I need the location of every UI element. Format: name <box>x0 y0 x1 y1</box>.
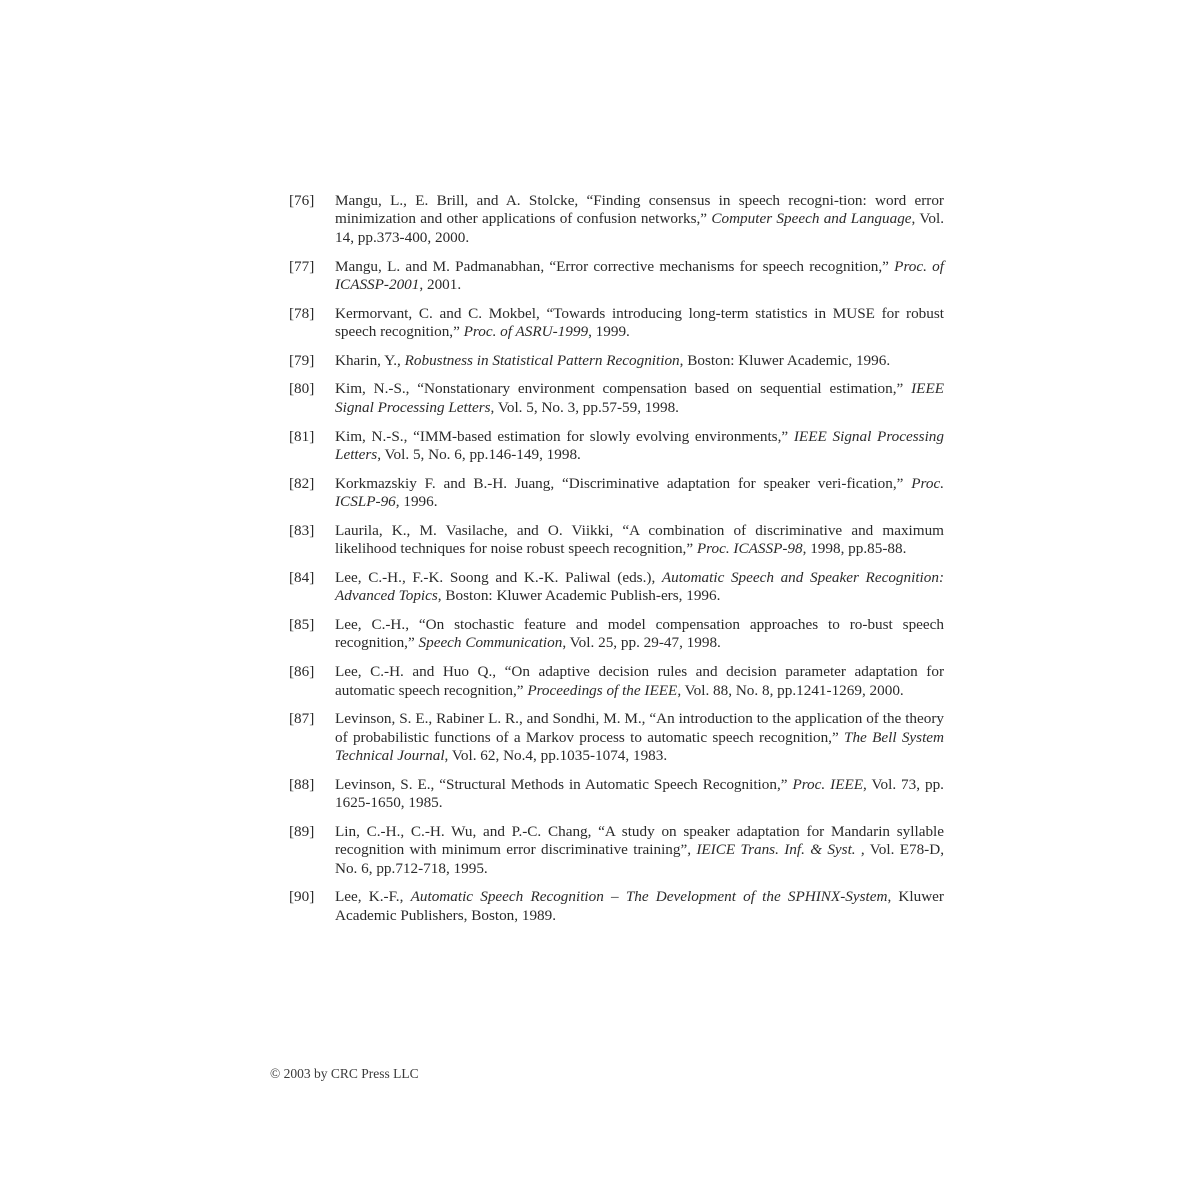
reference-text-segment: , 2001. <box>419 275 462 293</box>
reference-text-segment: Kim, N.-S., “IMM-based estimation for slowly evolving environments,” <box>335 427 794 445</box>
reference-source-title: Computer Speech and Language <box>711 210 912 228</box>
reference-item <box>289 475 944 512</box>
reference-text-segment: Kermorvant, C. and C. Mokbel, “Towards introducing long-term statistics in MUSE for robust speech recognition,” <box>335 304 944 341</box>
reference-number: [79] <box>289 351 315 369</box>
reference-text-segment: , Vol. 5, No. 6, pp.146-149, 1998. <box>377 445 581 463</box>
reference-item <box>289 888 944 925</box>
reference-text <box>335 616 944 653</box>
reference-text-segment: Lee, C.-H., F.-K. Soong and K.-K. Paliwal (eds.), <box>335 568 662 586</box>
reference-item <box>289 192 944 247</box>
reference-source-title: Proc. ICASSP-98 <box>696 540 803 558</box>
reference-text-segment: , Kluwer Academic Publishers, Boston, 1989. <box>335 888 944 924</box>
reference-number: [81] <box>289 427 315 445</box>
reference-source-title: IEICE Trans. Inf. & Syst. <box>696 841 856 859</box>
reference-text-segment: Mangu, L. and M. Padmanabhan, “Error corrective mechanisms for speech recognition,” <box>335 257 895 275</box>
reference-item <box>289 380 944 417</box>
reference-text-segment: , 1998, pp.85-88. <box>802 540 907 558</box>
reference-text-segment: Lee, K.-F., <box>335 888 411 906</box>
reference-text <box>335 522 944 559</box>
reference-text <box>335 710 944 765</box>
reference-source-title: Proceedings of the IEEE <box>527 681 678 699</box>
reference-item <box>289 352 944 370</box>
reference-number: [77] <box>289 257 315 275</box>
reference-text <box>335 258 944 295</box>
reference-item <box>289 616 944 653</box>
reference-text-segment: Lee, C.-H. and Huo Q., “On adaptive decision rules and decision parameter adaptation for automatic speech recognition,” <box>335 663 944 699</box>
reference-text <box>335 823 944 878</box>
reference-number: [76] <box>289 192 315 209</box>
reference-number: [80] <box>289 380 315 398</box>
reference-text <box>335 428 944 465</box>
reference-text-segment: , Boston: Kluwer Academic, 1996. <box>679 351 891 369</box>
reference-source-title: Robustness in Statistical Pattern Recognition <box>404 351 680 369</box>
reference-text-segment: Laurila, K., M. Vasilache, and O. Viikki, “A combination of discriminative and maximum likelihood techniques for noise robust speech recognition,” <box>335 521 944 558</box>
reference-text-segment: , 1999. <box>588 323 630 341</box>
copyright-notice: © 2003 by CRC Press LLC <box>270 1066 419 1081</box>
reference-text <box>335 888 944 925</box>
reference-source-title: Proc. ICSLP-96 <box>335 474 944 511</box>
reference-text-segment: Lee, C.-H., “On stochastic feature and model compensation approaches to ro-bust speech recognition,” <box>335 615 944 652</box>
reference-item <box>289 569 944 606</box>
reference-text-segment: Kharin, Y., <box>335 351 405 369</box>
reference-item <box>289 522 944 559</box>
reference-source-title: Speech Communication <box>418 634 563 652</box>
reference-item <box>289 663 944 700</box>
reference-text <box>335 305 944 342</box>
reference-number: [82] <box>289 474 315 492</box>
reference-text-segment: Lin, C.-H., C.-H. Wu, and P.-C. Chang, “A study on speaker adaptation for Mandarin syllable recognition with minimum error discriminative training”, <box>335 822 944 859</box>
reference-text-segment: , Vol. 25, pp. 29-47, 1998. <box>562 634 721 652</box>
reference-text <box>335 569 944 606</box>
reference-source-title: Automatic Speech and Speaker Recognition: Advanced Topics <box>335 568 945 605</box>
reference-source-title: IEEE Signal Processing Letters <box>335 380 944 416</box>
reference-text-segment: , Vol. 73, pp. 1625-1650, 1985. <box>335 775 944 812</box>
reference-text-segment: , Vol. 14, pp.373-400, 2000. <box>335 210 944 246</box>
reference-source-title: Proc. IEEE <box>792 775 864 793</box>
reference-item <box>289 258 944 295</box>
reference-item <box>289 776 944 813</box>
reference-source-title: Proc. of ICASSP-2001 <box>335 257 944 293</box>
reference-source-title: Proc. of ASRU-1999 <box>463 323 589 341</box>
reference-text-segment: Kim, N.-S., “Nonstationary environment compensation based on sequential estimation,” <box>335 380 912 398</box>
reference-list <box>289 192 944 935</box>
reference-number: [83] <box>289 521 315 539</box>
reference-item <box>289 823 944 878</box>
reference-text-segment: , 1996. <box>395 493 438 511</box>
reference-text <box>335 663 944 700</box>
reference-number: [78] <box>289 304 315 322</box>
reference-text <box>335 380 944 417</box>
reference-text-segment: Levinson, S. E., “Structural Methods in Automatic Speech Recognition,” <box>335 775 793 793</box>
reference-number: [88] <box>289 775 315 793</box>
reference-text <box>335 475 944 512</box>
reference-number: [89] <box>289 822 315 840</box>
reference-text-segment: , Vol. 62, No.4, pp.1035-1074, 1983. <box>444 747 668 765</box>
reference-text-segment: Korkmazskiy F. and B.-H. Juang, “Discriminative adaptation for speaker veri-fication,” <box>335 474 912 492</box>
reference-text-segment: , Vol. E78-D, No. 6, pp.712-718, 1995. <box>335 841 944 877</box>
reference-text-segment: Mangu, L., E. Brill, and A. Stolcke, “Finding consensus in speech recogni-tion: word error minimization and other applications of confusion networks,” <box>335 192 944 228</box>
reference-text <box>335 192 944 247</box>
reference-number: [87] <box>289 710 315 728</box>
reference-source-title: Automatic Speech Recognition – The Development of the SPHINX-System <box>410 888 888 906</box>
reference-item <box>289 428 944 465</box>
reference-text-segment: , Vol. 5, No. 3, pp.57-59, 1998. <box>490 398 679 416</box>
reference-number: [84] <box>289 568 315 586</box>
reference-item <box>289 305 944 342</box>
reference-text-segment: Levinson, S. E., Rabiner L. R., and Sondhi, M. M., “An introduction to the application of the theory of probabilistic functions of a Markov process to automatic speech recognition,” <box>335 710 944 746</box>
reference-source-title: The Bell System Technical Journal <box>335 728 945 765</box>
reference-number: [86] <box>289 663 315 681</box>
reference-text-segment: , Vol. 88, No. 8, pp.1241-1269, 2000. <box>677 681 904 699</box>
reference-number: [90] <box>289 888 315 906</box>
reference-number: [85] <box>289 615 315 633</box>
reference-item <box>289 710 944 765</box>
reference-source-title: IEEE Signal Processing Letters <box>335 427 944 463</box>
reference-text <box>335 776 944 813</box>
reference-text <box>335 352 944 370</box>
reference-text-segment: , Boston: Kluwer Academic Publish-ers, 1996. <box>437 587 721 605</box>
